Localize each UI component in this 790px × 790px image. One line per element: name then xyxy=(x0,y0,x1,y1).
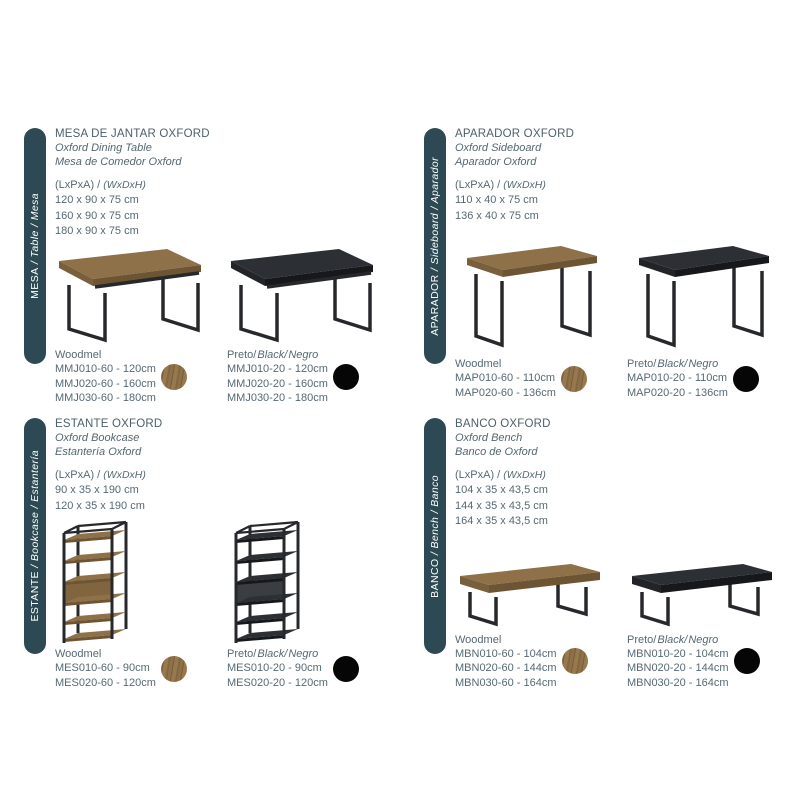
dimensions-header: (LxPxA) / (WxDxH) xyxy=(455,179,546,192)
dimensions-block xyxy=(455,178,790,224)
sku-line: MES010-20 - 90cm xyxy=(227,662,322,675)
sideboard-image-wood xyxy=(455,226,627,354)
variant-preto xyxy=(627,226,790,400)
dimension-option: 180 x 90 x 75 cm xyxy=(55,224,139,237)
product-subtitle-en: Oxford Dining Table xyxy=(55,141,152,154)
variant-preto xyxy=(627,531,790,690)
dimension-option: 110 x 40 x 75 cm xyxy=(455,194,538,207)
color-swatch-wood xyxy=(161,656,187,682)
finish-name: Woodmel xyxy=(55,648,102,661)
sku-line: MES010-60 - 90cm xyxy=(55,662,150,675)
product-subtitle-es: Aparador Oxford xyxy=(455,155,537,168)
bench-image-black xyxy=(627,531,790,630)
finish-name: Preto/Black/Negro xyxy=(227,648,319,661)
dimensions-block xyxy=(55,178,399,239)
dimension-option: 104 x 35 x 43,5 cm xyxy=(455,484,548,497)
sku-line: MAP020-60 - 136cm xyxy=(455,386,556,399)
product-title: APARADOR OXFORD xyxy=(455,128,575,140)
dimensions-block xyxy=(455,468,790,529)
sku-line: MBN010-20 - 104cm xyxy=(627,648,729,661)
variant-woodmel xyxy=(455,226,627,400)
sku-line: MMJ010-20 - 120cm xyxy=(227,363,328,376)
product-subtitle-en: Oxford Sideboard xyxy=(455,141,542,154)
category-tab-mesa xyxy=(24,128,46,364)
dimensions-header: (LxPxA) / (WxDxH) xyxy=(455,469,546,482)
sku-line: MMJ020-20 - 160cm xyxy=(227,377,328,390)
finish-row-woodmel xyxy=(455,357,627,400)
dimension-option: 90 x 35 x 190 cm xyxy=(55,484,139,497)
finish-name: Preto/Black/Negro xyxy=(627,358,719,371)
variant-woodmel xyxy=(55,516,227,690)
dimensions-header: (LxPxA) / (WxDxH) xyxy=(55,179,146,192)
color-swatch-wood xyxy=(161,364,187,390)
finish-row-preto xyxy=(227,647,399,690)
finish-row-woodmel xyxy=(55,348,227,405)
finish-name: Woodmel xyxy=(455,358,502,371)
category-name: BANCO xyxy=(429,558,441,598)
product-card-mesa xyxy=(24,128,384,404)
sku-line: MBN010-60 - 104cm xyxy=(455,648,557,661)
finish-row-woodmel xyxy=(55,647,227,690)
sku-line: MBN020-60 - 144cm xyxy=(455,662,557,675)
category-name: ESTANTE xyxy=(29,571,41,622)
sku-line: MMJ010-60 - 120cm xyxy=(55,363,156,376)
bookcase-image-black xyxy=(227,516,399,644)
sku-line: MES020-60 - 120cm xyxy=(55,676,156,689)
color-swatch-black xyxy=(734,648,760,674)
dimensions-header: (LxPxA) / (WxDxH) xyxy=(55,469,146,482)
dimension-option: 144 x 35 x 43,5 cm xyxy=(455,499,548,512)
product-title: ESTANTE OXFORD xyxy=(55,418,163,430)
variant-preto xyxy=(227,241,399,405)
product-subtitle-es: Estantería Oxford xyxy=(55,445,142,458)
product-subtitle-en: Oxford Bench xyxy=(455,431,523,444)
variant-woodmel xyxy=(55,241,227,405)
finish-name: Woodmel xyxy=(455,633,502,646)
category-translations: / Table / Mesa xyxy=(29,193,41,265)
sku-line: MAP010-60 - 110cm xyxy=(455,372,556,385)
finish-row-woodmel xyxy=(455,633,627,690)
dimension-option: 136 x 40 x 75 cm xyxy=(455,209,539,222)
bench-image-wood xyxy=(455,531,627,630)
bookcase-image-wood xyxy=(55,516,227,644)
variant-woodmel xyxy=(455,531,627,690)
dimension-option: 120 x 90 x 75 cm xyxy=(55,194,139,207)
sideboard-image-black xyxy=(627,226,790,354)
category-name: APARADOR xyxy=(429,274,441,336)
dining-table-image-black xyxy=(227,241,399,345)
color-swatch-wood xyxy=(562,648,588,674)
variant-preto xyxy=(227,516,399,690)
sku-line: MBN030-20 - 164cm xyxy=(627,676,729,689)
product-card-banco xyxy=(424,418,784,690)
product-subtitle-es: Mesa de Comedor Oxford xyxy=(55,155,182,168)
sku-line: MBN030-60 - 164cm xyxy=(455,676,557,689)
category-tab-label xyxy=(29,193,41,299)
product-subtitle-es: Banco de Oxford xyxy=(455,445,538,458)
product-card-aparador xyxy=(424,128,784,400)
color-swatch-wood xyxy=(561,366,587,392)
category-tab-aparador xyxy=(424,128,446,364)
category-tab-label xyxy=(429,157,441,336)
dimension-option: 164 x 35 x 43,5 cm xyxy=(455,514,548,527)
color-swatch-black xyxy=(333,364,359,390)
sku-line: MMJ020-60 - 160cm xyxy=(55,377,156,390)
category-translations: / Bench / Banco xyxy=(429,474,441,555)
finish-row-preto xyxy=(627,633,790,690)
category-translations: / Sideboard / Aparador xyxy=(429,156,441,271)
sku-line: MAP020-20 - 136cm xyxy=(627,386,728,399)
dimension-option: 160 x 90 x 75 cm xyxy=(55,209,139,222)
category-tab-label xyxy=(429,475,441,598)
product-title: BANCO OXFORD xyxy=(455,418,551,430)
color-swatch-black xyxy=(733,366,759,392)
dimension-option: 120 x 35 x 190 cm xyxy=(55,499,145,512)
category-tab-estante xyxy=(24,418,46,654)
category-translations: / Bookcase / Estantería xyxy=(29,450,41,568)
finish-name: Preto/Black/Negro xyxy=(227,348,319,361)
sku-line: MMJ030-60 - 180cm xyxy=(55,391,156,404)
product-subtitle-en: Oxford Bookcase xyxy=(55,431,140,444)
dining-table-image-wood xyxy=(55,241,227,345)
finish-row-preto xyxy=(627,357,790,400)
sku-line: MES020-20 - 120cm xyxy=(227,676,328,689)
category-name: MESA xyxy=(29,267,41,299)
category-tab-label xyxy=(29,450,41,622)
finish-name: Woodmel xyxy=(55,348,102,361)
sku-line: MBN020-20 - 144cm xyxy=(627,662,729,675)
sku-line: MMJ030-20 - 180cm xyxy=(227,391,328,404)
dimensions-block xyxy=(55,468,399,514)
sku-line: MAP010-20 - 110cm xyxy=(627,372,728,385)
color-swatch-black xyxy=(333,656,359,682)
finish-name: Preto/Black/Negro xyxy=(627,633,719,646)
finish-row-preto xyxy=(227,348,399,405)
category-tab-banco xyxy=(424,418,446,654)
product-title: MESA DE JANTAR OXFORD xyxy=(55,128,210,140)
product-card-estante xyxy=(24,418,384,690)
